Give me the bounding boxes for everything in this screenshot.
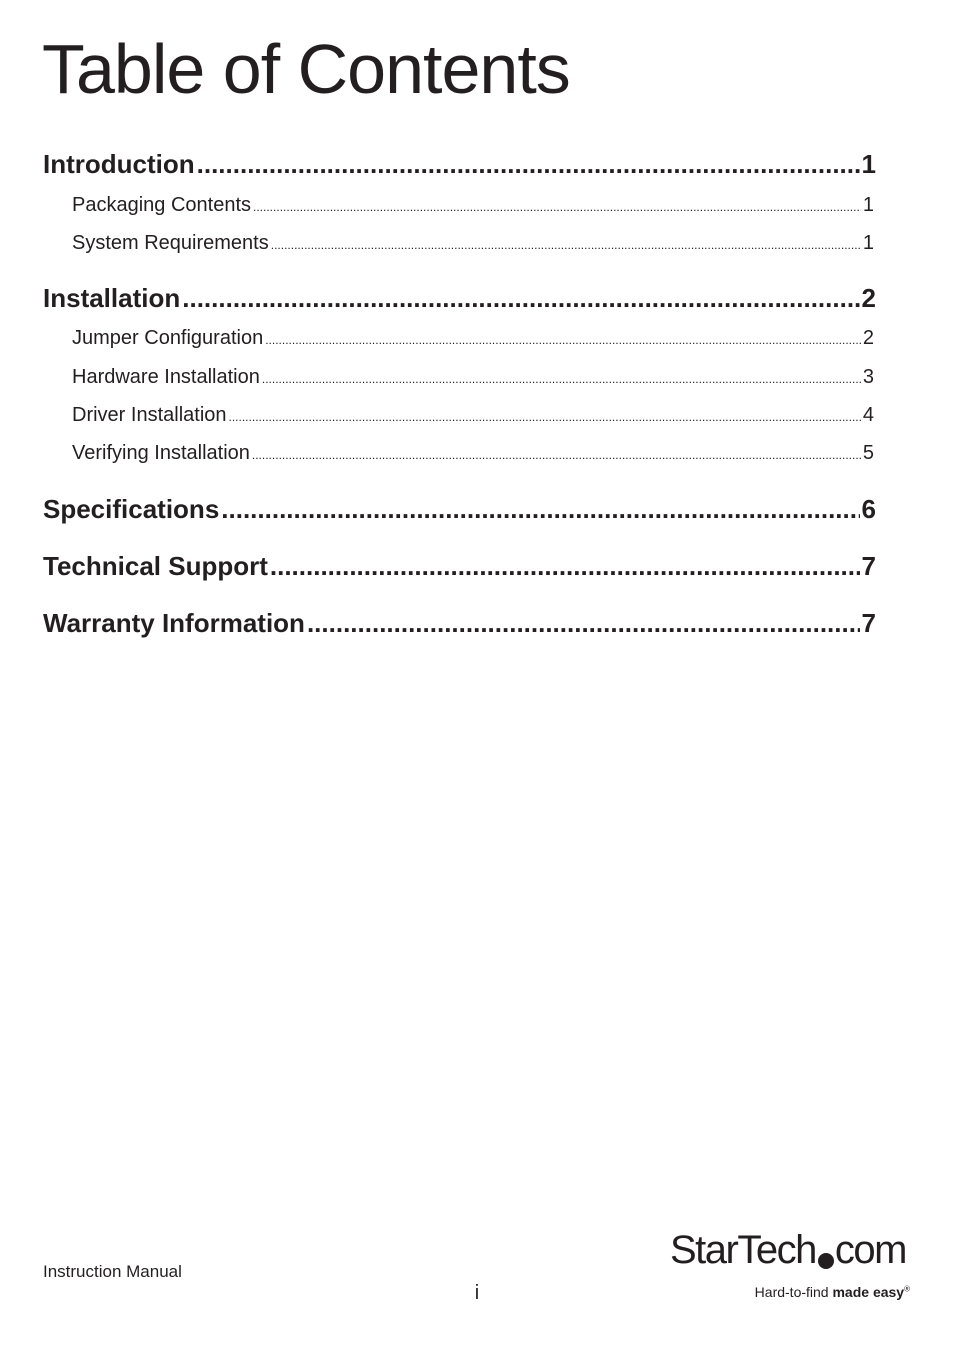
toc-entry-hardware-installation[interactable]: [72, 366, 874, 389]
toc-dot-leader: [271, 238, 861, 252]
toc-entry-technical-support[interactable]: [43, 551, 876, 582]
toc-entry-jumper-configuration[interactable]: [72, 327, 874, 350]
toc-entry-specifications[interactable]: [43, 494, 876, 525]
toc-dot-leader: [262, 372, 861, 386]
toc-dot-leader: [265, 333, 861, 347]
toc-entry-system-requirements[interactable]: [72, 232, 874, 255]
toc-entry-warranty-information[interactable]: [43, 608, 876, 639]
registered-mark: ®: [904, 1284, 910, 1294]
toc-entry-label: Technical Support: [43, 551, 268, 581]
toc-entry-page: 1: [862, 194, 874, 216]
page-number: i: [474, 1282, 480, 1304]
toc-entry-page: 1: [862, 232, 874, 254]
toc-entry-installation[interactable]: [43, 283, 876, 314]
footer-document-type: Instruction Manual: [43, 1262, 182, 1281]
toc-entry-page: 2: [862, 327, 874, 349]
toc-dot-leader: [182, 283, 859, 314]
toc-dot-leader: [253, 200, 861, 214]
toc-entry-packaging-contents[interactable]: [72, 194, 874, 217]
toc-entry-label: Introduction: [43, 149, 195, 179]
logo-tagline: [755, 1284, 910, 1300]
logo-dot-icon: [818, 1253, 834, 1269]
toc-entry-page: 7: [861, 551, 876, 581]
toc-dot-leader: [307, 608, 860, 639]
toc-entry-driver-installation[interactable]: [72, 404, 874, 427]
logo-tld: com: [834, 1228, 906, 1272]
toc-entry-label: Driver Installation: [72, 404, 227, 426]
toc-entry-page: 7: [861, 608, 876, 638]
toc-dot-leader: [229, 410, 861, 424]
toc-entry-label: System Requirements: [72, 232, 269, 254]
toc-entry-label: Installation: [43, 283, 181, 313]
toc-entry-label: Verifying Installation: [72, 442, 250, 464]
toc-entry-introduction[interactable]: [43, 149, 876, 180]
toc-dot-leader: [252, 448, 861, 462]
page-title: Table of Contents: [42, 30, 570, 108]
toc-entry-page: 1: [861, 149, 876, 179]
logo-brand: StarTech: [670, 1228, 816, 1272]
toc-entry-page: 4: [862, 404, 874, 426]
toc-entry-label: Specifications: [43, 494, 220, 524]
toc-entry-verifying-installation[interactable]: [72, 442, 874, 465]
logo-tagline-bold: made easy: [832, 1284, 905, 1300]
toc-dot-leader: [270, 551, 860, 582]
startech-logo: [670, 1230, 910, 1310]
toc-dot-leader: [197, 149, 860, 180]
toc-entry-page: 6: [861, 494, 876, 524]
logo-tagline-regular: Hard-to-find: [754, 1284, 833, 1300]
toc-entry-label: Hardware Installation: [72, 366, 260, 388]
toc-entry-page: 5: [862, 442, 874, 464]
toc-entry-page: 3: [862, 366, 874, 388]
toc-dot-leader: [221, 494, 859, 525]
logo-wordmark: [670, 1230, 906, 1270]
toc-entry-label: Warranty Information: [43, 608, 305, 638]
toc-entry-page: 2: [861, 283, 876, 313]
toc-entry-label: Packaging Contents: [72, 194, 252, 216]
toc-entry-label: Jumper Configuration: [72, 327, 264, 349]
